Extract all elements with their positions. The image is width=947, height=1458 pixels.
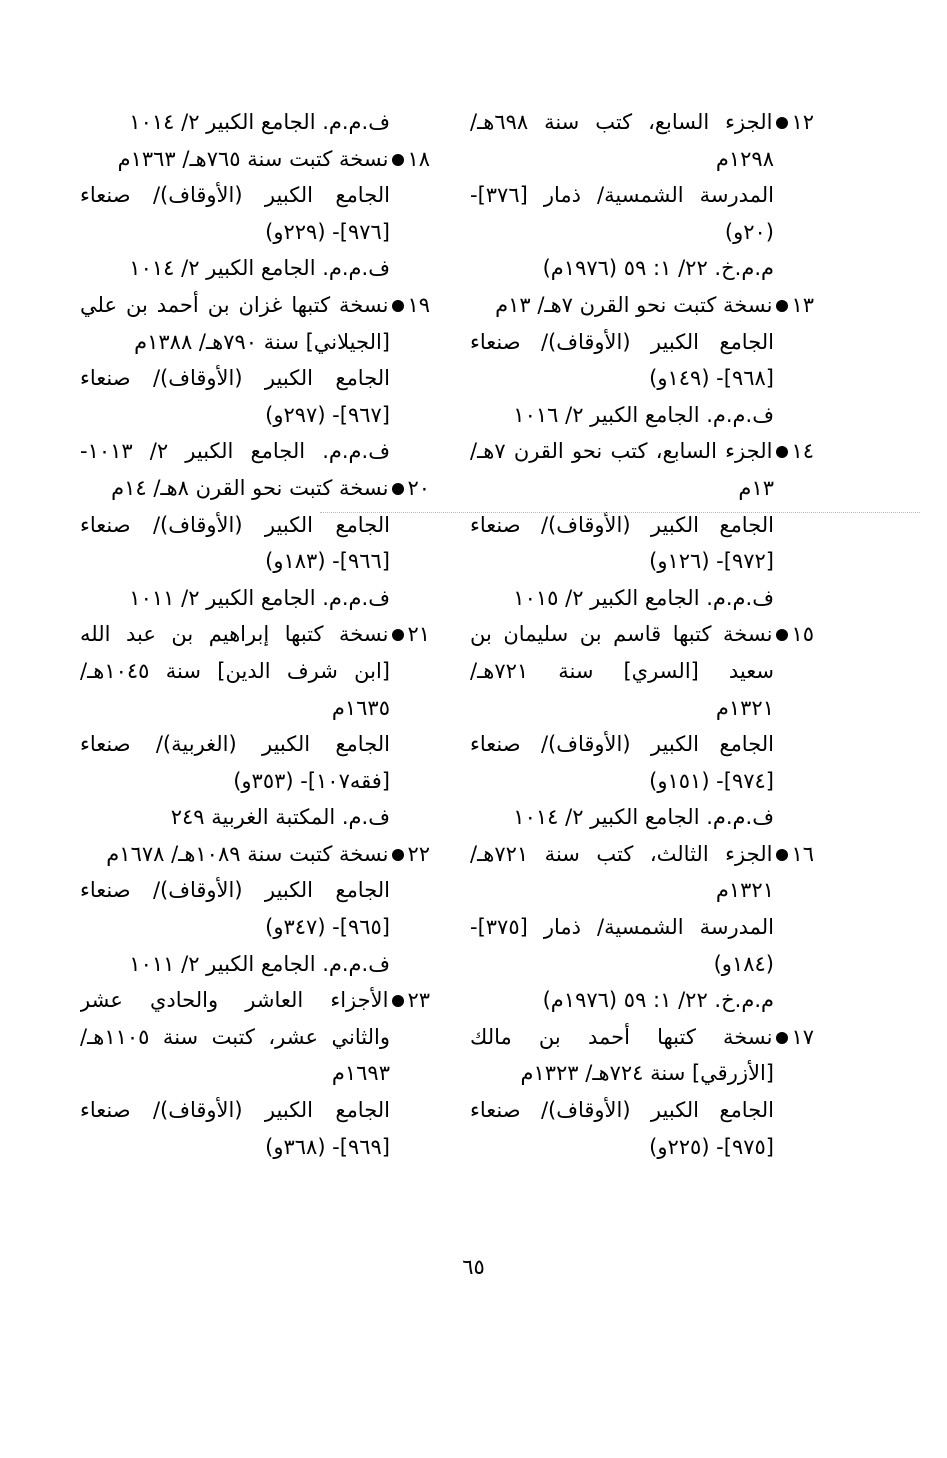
page-number: ٦٥: [462, 1255, 485, 1279]
entry-text: نسخة كتبت نحو القرن ٧هـ/ ١٣م: [495, 292, 773, 317]
entry-line: [80, 1092, 430, 1129]
entry-line: [470, 690, 814, 727]
left-column: [80, 104, 430, 1165]
entry-line: [470, 580, 814, 617]
entry-heading-line: [80, 287, 430, 324]
entry-text: [٩٦٩]- (٣٦٨و): [265, 1134, 390, 1159]
entry-line: [80, 1019, 430, 1056]
entry-line: [80, 799, 430, 836]
entry-text: (١٨٤و): [713, 951, 774, 976]
entry-line: [80, 1129, 430, 1166]
entry-text: ١٣٢١م: [715, 695, 774, 720]
entry-number: ١٦: [791, 841, 814, 866]
entry-text: نسخة كتبها قاسم بن سليمان بن: [470, 622, 773, 647]
entry-line: [80, 872, 430, 909]
bullet-icon: [392, 849, 404, 861]
entry-line: [80, 360, 430, 397]
entry-text: الجامع الكبير (الأوقاف)/ صنعاء: [80, 878, 390, 903]
entry-text: ف.م.م. الجامع الكبير ٢/ ١٠١٤: [513, 805, 774, 830]
entry-text: م.م.خ. ٢٢/ ١: ٥٩ (١٩٧٦م): [542, 256, 774, 281]
entry-text: الجامع الكبير (الغربية)/ صنعاء: [80, 732, 390, 757]
entry-text: نسخة كتبها إبراهيم بن عبد الله: [80, 622, 389, 647]
bullet-icon: [776, 1032, 788, 1044]
entry-text: ف.م.م. الجامع الكبير ٢/ ١٠١١: [129, 585, 390, 610]
bullet-icon: [776, 446, 788, 458]
entry-text: نسخة كتبت نحو القرن ٨هـ/ ١٤م: [111, 475, 389, 500]
entry-line: [80, 397, 430, 434]
entry-heading-line: [470, 433, 814, 470]
entry-line: [80, 543, 430, 580]
entry-heading-line: [80, 470, 430, 507]
entry-line: [470, 982, 814, 1019]
entry-line: [470, 763, 814, 800]
entry-text: ف.م.م. الجامع الكبير ٢/ ١٠١٦: [513, 402, 774, 427]
entry-number: ١٢: [791, 110, 814, 134]
entry-text: المدرسة الشمسية/ ذمار [٣٧٦]-: [470, 183, 774, 208]
entry-line: [80, 177, 430, 214]
entry-heading-line: [470, 1019, 814, 1056]
entry-text: [الأزرقي] سنة ٧٢٤هـ/ ١٣٢٣م: [520, 1061, 774, 1086]
entry-line: [80, 690, 430, 727]
entry-number: ٢٢: [407, 841, 430, 866]
entry-text: نسخة كتبت سنة ١٠٨٩هـ/ ١٦٧٨م: [106, 841, 389, 866]
bullet-icon: [776, 300, 788, 312]
entry-text: [٩٧٦]- (٢٢٩و): [265, 219, 390, 244]
entry-line: [80, 250, 430, 287]
right-column: [470, 104, 814, 1165]
entry-text: سعيد [السري] سنة ٧٢١هـ/: [470, 658, 774, 683]
entry-line: [470, 360, 814, 397]
entry-line: [80, 946, 430, 983]
entry-heading-line: [80, 141, 430, 178]
entry-line: [80, 653, 430, 690]
entry-text: نسخة كتبها غزان بن أحمد بن علي: [80, 292, 389, 317]
entry-text: [٩٦٨]- (١٤٩و): [649, 366, 774, 391]
entry-text: الجامع الكبير (الأوقاف)/ صنعاء: [80, 183, 390, 208]
entry-number: ١٨: [407, 146, 430, 171]
entry-number: ١٩: [407, 292, 430, 317]
entry-line: [80, 214, 430, 251]
entry-heading-line: [470, 287, 814, 324]
bullet-icon: [776, 849, 788, 861]
entry-text: الجامع الكبير (الأوقاف)/ صنعاء: [470, 512, 774, 537]
entry-heading-line: [80, 836, 430, 873]
bullet-icon: [776, 629, 788, 641]
entry-number: ١٣: [791, 292, 814, 317]
entry-text: [الجيلاني] سنة ٧٩٠هـ/ ١٣٨٨م: [134, 329, 390, 354]
entry-line: [80, 726, 430, 763]
entry-text: الجامع الكبير (الأوقاف)/ صنعاء: [470, 329, 774, 354]
entry-line: [470, 397, 814, 434]
entry-text: [٩٦٦]- (١٨٣و): [265, 549, 390, 574]
entry-text: الجزء السابع، كتب سنة ٦٩٨هـ/: [470, 110, 773, 134]
entry-text: [٩٧٤]- (١٥١و): [649, 768, 774, 793]
entry-text: [٩٦٥]- (٣٤٧و): [265, 915, 390, 940]
entry-line: [80, 763, 430, 800]
entry-heading-line: [470, 616, 814, 653]
entry-line: [470, 726, 814, 763]
entry-number: ١٥: [791, 622, 814, 647]
entry-text: نسخة كتبت سنة ٧٦٥هـ/ ١٣٦٣م: [117, 146, 389, 171]
entry-line: [470, 653, 814, 690]
entry-line: [470, 214, 814, 251]
entry-number: ٢٣: [407, 988, 430, 1013]
entry-text: ف.م.م. الجامع الكبير ٢/ ١٠١٤: [129, 110, 390, 134]
entry-text: الجامع الكبير (الأوقاف)/ صنعاء: [80, 366, 390, 391]
entry-line: [470, 799, 814, 836]
entry-text: الجزء السابع، كتب نحو القرن ٧هـ/: [470, 439, 773, 464]
entry-text: [٩٧٢]- (١٢٦و): [649, 549, 774, 574]
entry-line: [470, 470, 814, 507]
entry-line: [470, 1129, 814, 1166]
entry-line: [470, 1055, 814, 1092]
entry-line: [470, 250, 814, 287]
entry-line: [80, 909, 430, 946]
entry-text: نسخة كتبها أحمد بن مالك: [470, 1024, 773, 1049]
entry-number: ٢١: [407, 622, 430, 647]
entry-text: [فقه١٠٧]- (٣٥٣و): [233, 768, 390, 793]
entry-number: ١٤: [791, 439, 814, 464]
entry-line: [470, 1092, 814, 1129]
entry-text: الأجزاء العاشر والحادي عشر: [80, 988, 389, 1013]
entry-text: ف.م.م. الجامع الكبير ٢/ ١٠١٥: [513, 585, 774, 610]
entry-line: [80, 1055, 430, 1092]
entry-text: (٢٠و): [724, 219, 774, 244]
entry-line: [470, 872, 814, 909]
bullet-icon: [392, 629, 404, 641]
entry-text: ف.م.م. الجامع الكبير ٢/ ١٠١١: [129, 951, 390, 976]
entry-text: ف.م. المكتبة الغربية ٢٤٩: [170, 805, 390, 830]
entry-line: [470, 324, 814, 361]
entry-text: ١٣٢١م: [715, 878, 774, 903]
entry-line: [470, 177, 814, 214]
entry-number: ٢٠: [407, 475, 430, 500]
entry-text: [ابن شرف الدين] سنة ١٠٤٥هـ/: [80, 658, 390, 683]
entry-text: م.م.خ. ٢٢/ ١: ٥٩ (١٩٧٦م): [542, 988, 774, 1013]
entry-text: الجزء الثالث، كتب سنة ٧٢١هـ/: [470, 841, 773, 866]
bullet-icon: [392, 154, 404, 166]
entry-line: [470, 543, 814, 580]
entry-number: ١٧: [791, 1024, 814, 1049]
bullet-icon: [776, 117, 788, 129]
entry-heading-line: [470, 836, 814, 873]
bullet-icon: [392, 300, 404, 312]
entry-text: ١٣م: [738, 475, 774, 500]
entry-text: ف.م.م. الجامع الكبير ٢/ ١٠١٣-: [80, 439, 390, 464]
entry-text: ١٦٩٣م: [331, 1061, 390, 1086]
bullet-icon: [392, 995, 404, 1007]
entry-text: الجامع الكبير (الأوقاف)/ صنعاء: [80, 1098, 390, 1123]
entry-text: الجامع الكبير (الأوقاف)/ صنعاء: [470, 732, 774, 757]
entry-text: ١٦٣٥م: [331, 695, 390, 720]
entry-text: الجامع الكبير (الأوقاف)/ صنعاء: [470, 1098, 774, 1123]
entry-heading-line: [470, 104, 814, 141]
entry-text: [٩٦٧]- (٢٩٧و): [265, 402, 390, 427]
entry-line: [80, 104, 430, 141]
entry-heading-line: [80, 982, 430, 1019]
entry-text: الجامع الكبير (الأوقاف)/ صنعاء: [80, 512, 390, 537]
entry-text: ١٢٩٨م: [715, 146, 774, 171]
entry-heading-line: [80, 616, 430, 653]
dotted-rule: [320, 512, 920, 513]
entry-text: المدرسة الشمسية/ ذمار [٣٧٥]-: [470, 915, 774, 940]
entry-text: [٩٧٥]- (٢٢٥و): [649, 1134, 774, 1159]
bullet-icon: [392, 483, 404, 495]
entry-line: [470, 909, 814, 946]
entry-line: [80, 324, 430, 361]
entry-line: [470, 141, 814, 178]
entry-line: [80, 433, 430, 470]
entry-line: [470, 946, 814, 983]
entry-line: [80, 580, 430, 617]
entry-text: والثاني عشر، كتبت سنة ١١٠٥هـ/: [80, 1024, 390, 1049]
entry-text: ف.م.م. الجامع الكبير ٢/ ١٠١٤: [129, 256, 390, 281]
